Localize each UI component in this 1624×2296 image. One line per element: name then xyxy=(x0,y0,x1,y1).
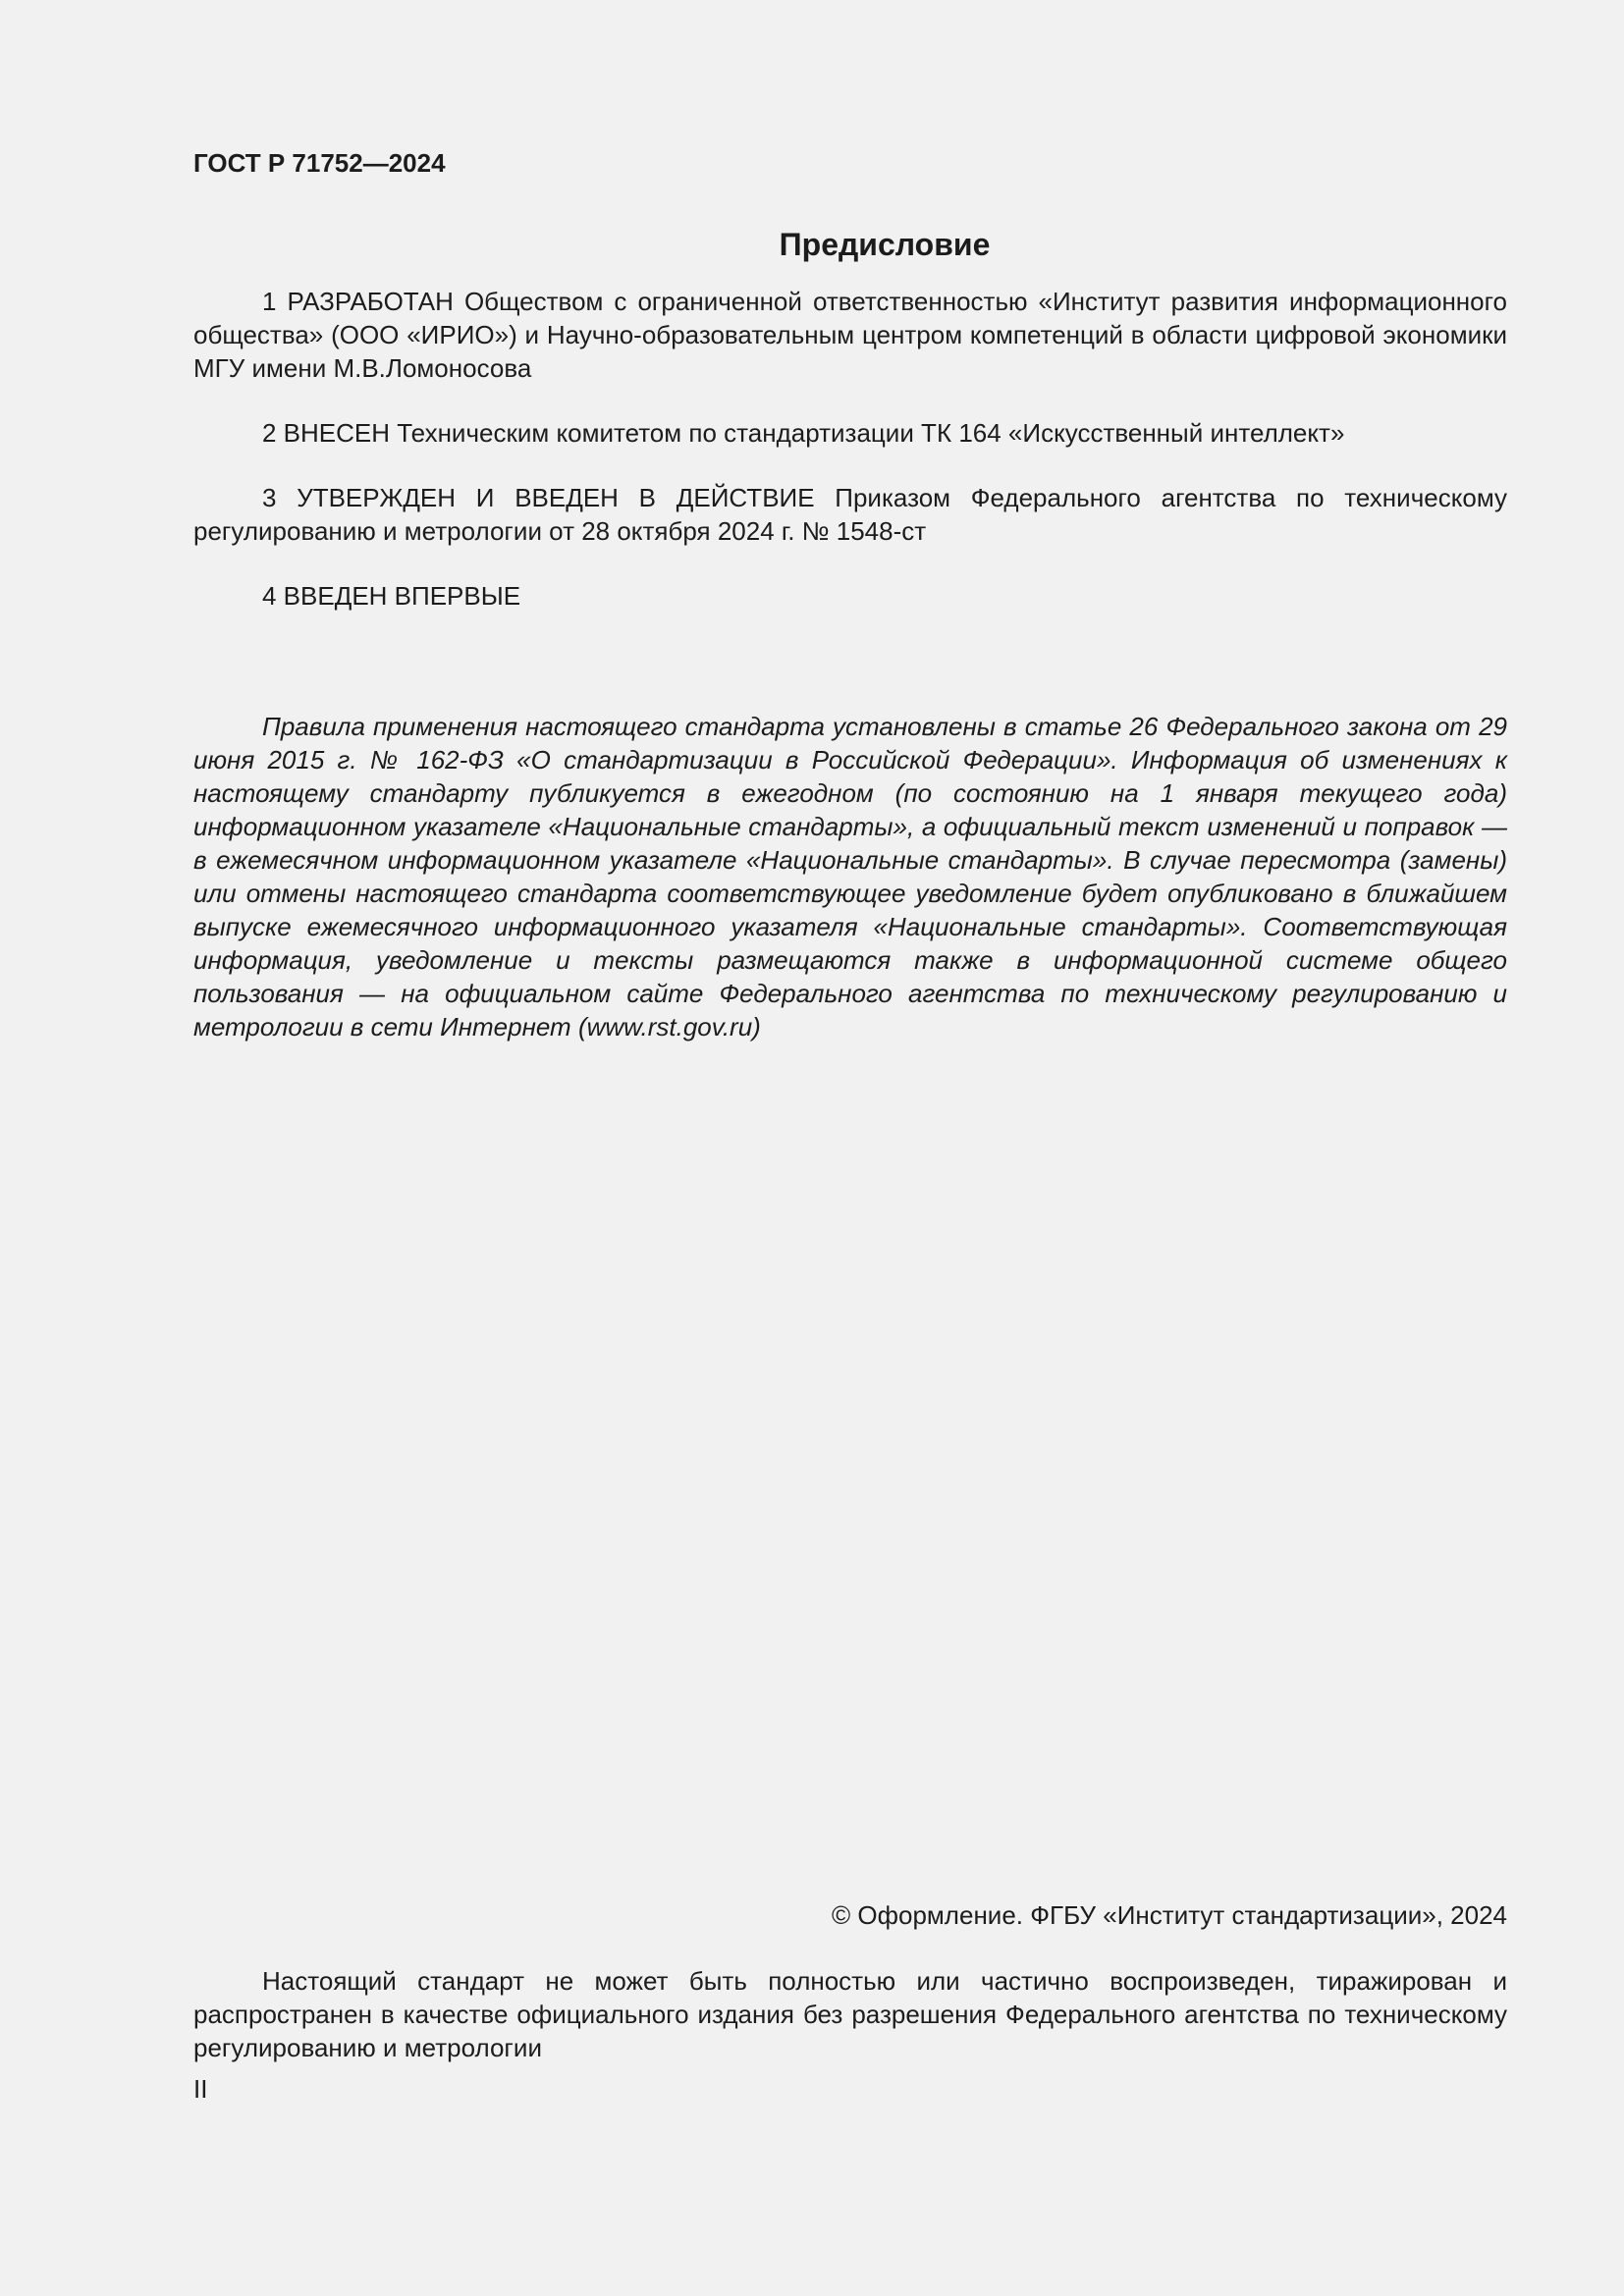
document-code: ГОСТ Р 71752—2024 xyxy=(193,148,446,178)
foreword-item-approved: 3 УТВЕРЖДЕН И ВВЕДЕН В ДЕЙСТВИЕ Приказом Федерального агентства по техническому регулированию и метрологии от 28 октября 2024 г. № 1548-ст xyxy=(193,483,1507,546)
reproduction-note: Настоящий стандарт не может быть полностью или частично воспроизведен, тиражирован и распространен в качестве официального издания без разрешения Федерального агентства по техническому регулированию и метрологии xyxy=(193,1966,1507,2062)
copyright-line: © Оформление. ФГБУ «Институт стандартизации», 2024 xyxy=(832,1900,1507,1930)
rules-note: Правила применения настоящего стандарта установлены в статье 26 Федерального закона от 29 июня 2015 г. № 162-ФЗ «О стандартизации в Российской Федерации». Информация об изменениях к настоящему стандарту публикуется в ежегодном (по состоянию на 1 января текущего года) информационном указателе «Национальные стандарты», а официальный текст изменений и поправок — в ежемесячном информационном указателе «Национальные стандарты». В случае пересмотра (замены) или отмены настоящего стандарта соответствующее уведомление будет опубликовано в ближайшем выпуске ежемесячного информационного указателя «Национальные стандарты». Соответствующая информация, уведомление и тексты размещаются также в информационной системе общего пользования — на официальном сайте Федерального агентства по техническому регулированию и метрологии в сети Интернет (www.rst.gov.ru) xyxy=(193,712,1507,1041)
foreword-item-submitted: 2 ВНЕСЕН Техническим комитетом по стандартизации ТК 164 «Искусственный интеллект» xyxy=(262,418,1345,448)
document-page xyxy=(193,0,1507,2296)
page-number: II xyxy=(193,2074,208,2104)
foreword-item-developed: 1 РАЗРАБОТАН Обществом с ограниченной ответственностью «Институт развития информационного общества» (ООО «ИРИО») и Научно-образовательным центром компетенций в области цифровой экономики МГУ имени М.В.Ломоносова xyxy=(193,287,1507,383)
foreword-title: Предисловие xyxy=(779,227,991,262)
foreword-item-introduced: 4 ВВЕДЕН ВПЕРВЫЕ xyxy=(262,581,521,611)
